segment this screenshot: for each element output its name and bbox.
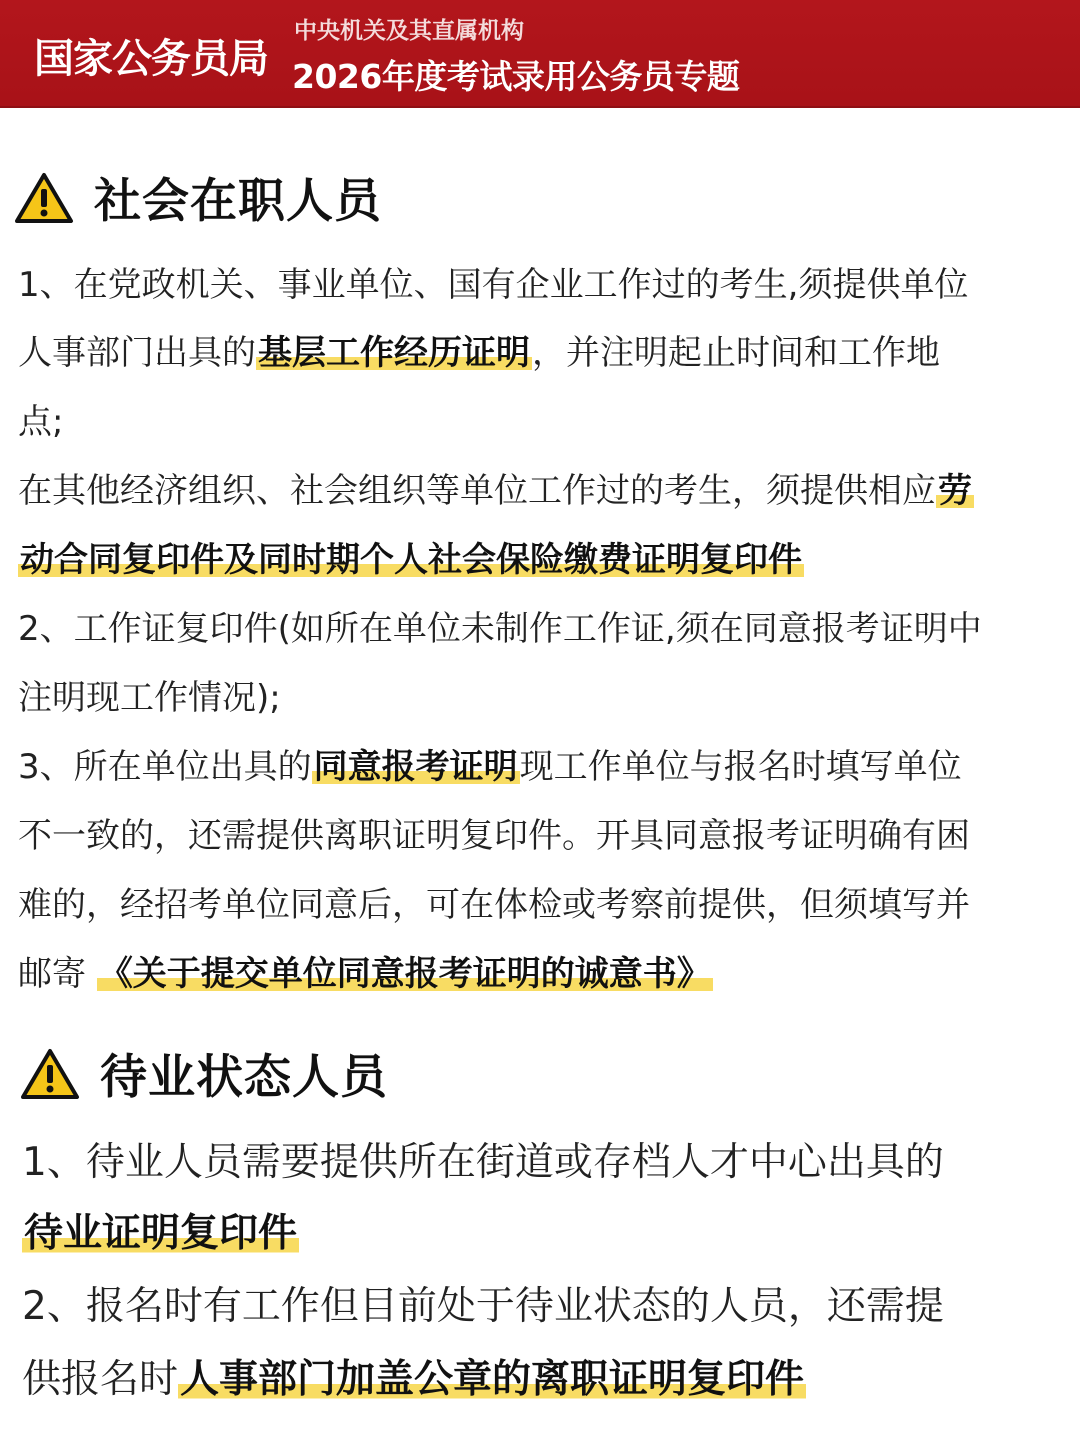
- highlight-text: 同意报考证明: [313, 747, 518, 787]
- paragraph-line: [22, 1357, 806, 1402]
- header-topic: 2026年度考试录用公务员专题: [292, 57, 740, 96]
- warning-icon: [20, 1048, 80, 1100]
- paragraph-line: [18, 540, 804, 580]
- header-subtitle: 中央机关及其直属机构: [294, 18, 524, 44]
- warning-icon: [14, 172, 74, 224]
- text-span: 供报名时: [22, 1357, 179, 1402]
- text-span: 人事部门出具的: [18, 333, 256, 373]
- paragraph-line: [18, 747, 962, 787]
- paragraph-line: 注明现工作情况);: [18, 678, 281, 718]
- paragraph-line: 不一致的，还需提供离职证明复印件。开具同意报考证明确有困: [18, 816, 970, 856]
- paragraph-line: [18, 333, 940, 373]
- text-span: 在其他经济组织、社会组织等单位工作过的考生，须提供相应: [18, 471, 936, 511]
- section-title-unemployed: [20, 1040, 388, 1107]
- section-title-text: 社会在职人员: [94, 174, 382, 229]
- highlight-text: 基层工作经历证明: [258, 333, 530, 373]
- highlight-text: 人事部门加盖公章的离职证明复印件: [180, 1357, 805, 1402]
- paragraph-line: 2、报名时有工作但目前处于待业状态的人员，还需提: [22, 1284, 944, 1329]
- text-span: ，并注明起止时间和工作地: [532, 333, 940, 373]
- text-span: 现工作单位与报名时填写单位: [519, 747, 962, 787]
- text-span: 3、所在单位出具的: [18, 747, 312, 787]
- text-span: 邮寄: [18, 954, 97, 994]
- paragraph-line: 难的，经招考单位同意后，可在体检或考察前提供，但须填写并: [18, 885, 970, 925]
- paragraph-line: [18, 954, 713, 994]
- section-title-text: 待业状态人员: [100, 1050, 388, 1105]
- paragraph-line: [18, 471, 974, 511]
- paragraph-line: 1、在党政机关、事业单位、国有企业工作过的考生,须提供单位: [18, 265, 969, 305]
- highlight-text: 《关于提交单位同意报考证明的诚意书》: [98, 954, 711, 994]
- highlight-text: 待业证明复印件: [24, 1211, 298, 1256]
- section-title-employed: [14, 164, 382, 231]
- highlight-text: 劳: [938, 471, 972, 511]
- paragraph-line: 点;: [18, 402, 64, 442]
- org-name: 国家公务员局: [34, 36, 268, 82]
- paragraph-line: [22, 1211, 299, 1256]
- paragraph-line: 1、待业人员需要提供所在街道或存档人才中心出具的: [22, 1140, 944, 1185]
- highlight-text: 动合同复印件及同时期个人社会保险缴费证明复印件: [20, 540, 802, 580]
- paragraph-line: 2、工作证复印件(如所在单位未制作工作证,须在同意报考证明中: [18, 609, 982, 649]
- header-banner: [0, 0, 1080, 108]
